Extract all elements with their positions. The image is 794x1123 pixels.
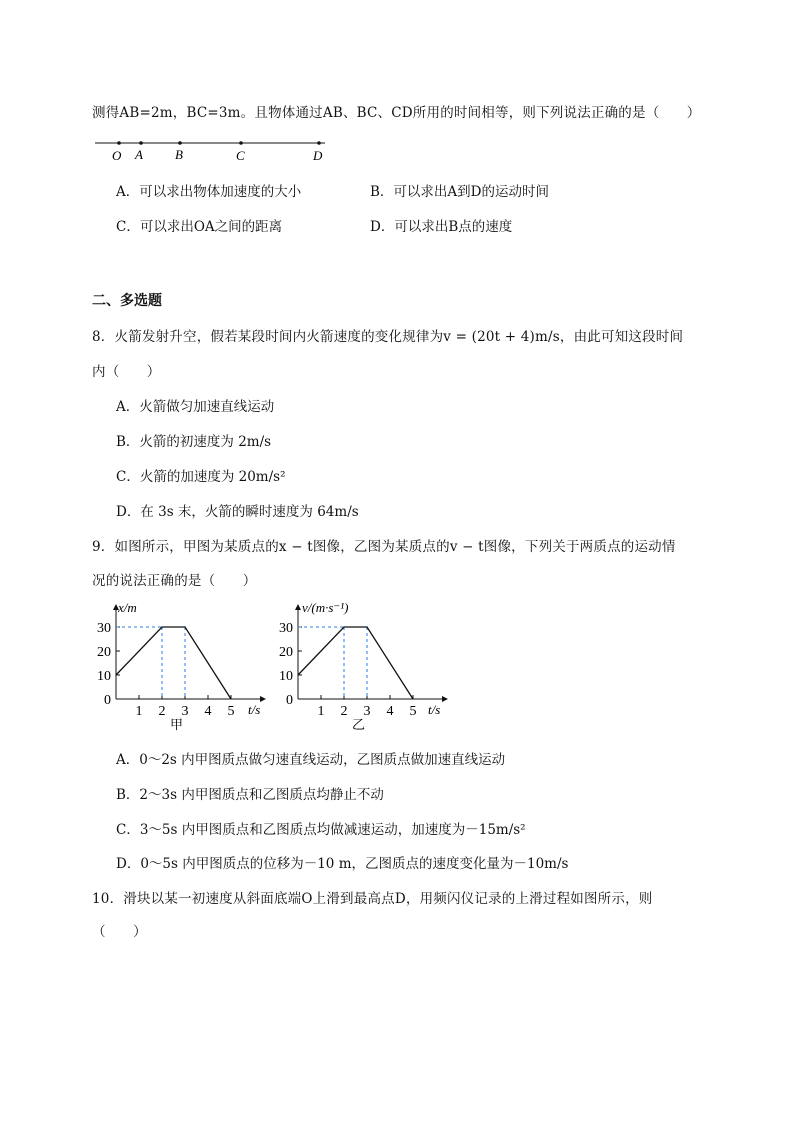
point-c [239,141,243,145]
y-tick-label: 10 [97,669,111,684]
q9-stem-line1: 9．如图所示，甲图为某质点的x − t图像，乙图为某质点的v − t图像，下列关于两质点的运动情 [92,539,676,555]
q9-option-c[interactable]: C．3～5s 内甲图质点和乙图质点均做减速运动，加速度为－15m/s² [116,822,526,838]
label-o: O [112,148,122,163]
y-tick-label: 30 [97,621,111,636]
y-axis-arrow [295,604,301,610]
x-tick-label: 5 [227,704,235,719]
x-tick-label: 1 [317,704,325,719]
y-tick-label: 20 [279,645,293,660]
q7-option-a[interactable]: A．可以求出物体加速度的大小 [116,184,302,200]
x-axis-label: t/s [248,702,261,717]
label-b: B [175,147,183,162]
y-tick-label: 30 [279,621,293,636]
q7-option-c[interactable]: C．可以求出OA之间的距离 [116,219,283,235]
q10-stem-line1: 10．滑块以某一初速度从斜面底端O上滑到最高点D，用频闪仪记录的上滑过程如图所示，则 [92,891,653,907]
y-tick-label: 0 [104,693,111,708]
series-line [116,627,231,699]
q9-option-a[interactable]: A．0～2s 内甲图质点做匀速直线运动，乙图质点做加速直线运动 [116,752,506,768]
x-axis-arrow [442,696,448,702]
q8-stem-line1: 8．火箭发射升空，假若某段时间内火箭速度的变化规律为v = (20t + 4)m/s，由此可知这段时间 [92,329,684,345]
x-tick-label: 3 [181,704,189,719]
y-axis-label: x/m [118,600,137,615]
x-tick-label: 4 [204,704,212,719]
x-axis-arrow [260,696,266,702]
x-tick-label: 5 [409,704,417,719]
y-axis-label: v/(m·s⁻¹) [302,600,349,615]
chart-jia [88,598,278,738]
q8-stem-line2: 内（ ） [92,364,161,380]
q7-option-b[interactable]: B．可以求出A到D的运动时间 [370,184,549,200]
chart-caption: 乙 [352,717,366,732]
point-a [139,141,143,145]
y-tick-label: 0 [286,693,293,708]
y-tick-label: 10 [279,669,293,684]
q8-option-b[interactable]: B．火箭的初速度为 2m/s [116,434,272,450]
label-d: D [313,148,323,163]
q9-option-b[interactable]: B．2～3s 内甲图质点和乙图质点均静止不动 [116,787,384,803]
x-tick-label: 1 [135,704,143,719]
q9-option-d[interactable]: D．0～5s 内甲图质点的位移为－10 m，乙图质点的速度变化量为－10m/s [116,856,569,872]
x-tick-label: 3 [363,704,371,719]
axes [279,604,448,719]
point-d [317,141,321,145]
q10-stem-line2: （ ） [92,924,147,940]
axes [97,604,266,719]
chart-caption: 甲 [170,717,184,732]
series-line [298,627,413,699]
label-a: A [135,147,143,162]
q9-stem-line2: 况的说法正确的是（ ） [92,573,257,589]
y-tick-label: 20 [97,645,111,660]
q7-point-diagram [95,136,355,166]
section-title: 二、多选题 [92,293,162,309]
x-tick-label: 2 [158,704,166,719]
q8-option-c[interactable]: C．火箭的加速度为 20m/s² [116,469,286,485]
label-c: C [236,148,245,163]
x-axis-label: t/s [428,702,441,717]
x-tick-label: 2 [340,704,348,719]
point-o [117,141,121,145]
x-tick-label: 4 [386,704,394,719]
q7-option-d[interactable]: D．可以求出B点的速度 [370,219,513,235]
q8-option-d[interactable]: D．在 3s 末，火箭的瞬时速度为 64m/s [116,504,359,520]
q7-stem: 测得AB=2m，BC=3m。且物体通过AB、BC、CD所用的时间相等，则下列说法正确的是（ ） [92,105,701,121]
point-b [178,141,182,145]
chart-yi [270,598,460,738]
q8-option-a[interactable]: A．火箭做匀加速直线运动 [116,399,275,415]
